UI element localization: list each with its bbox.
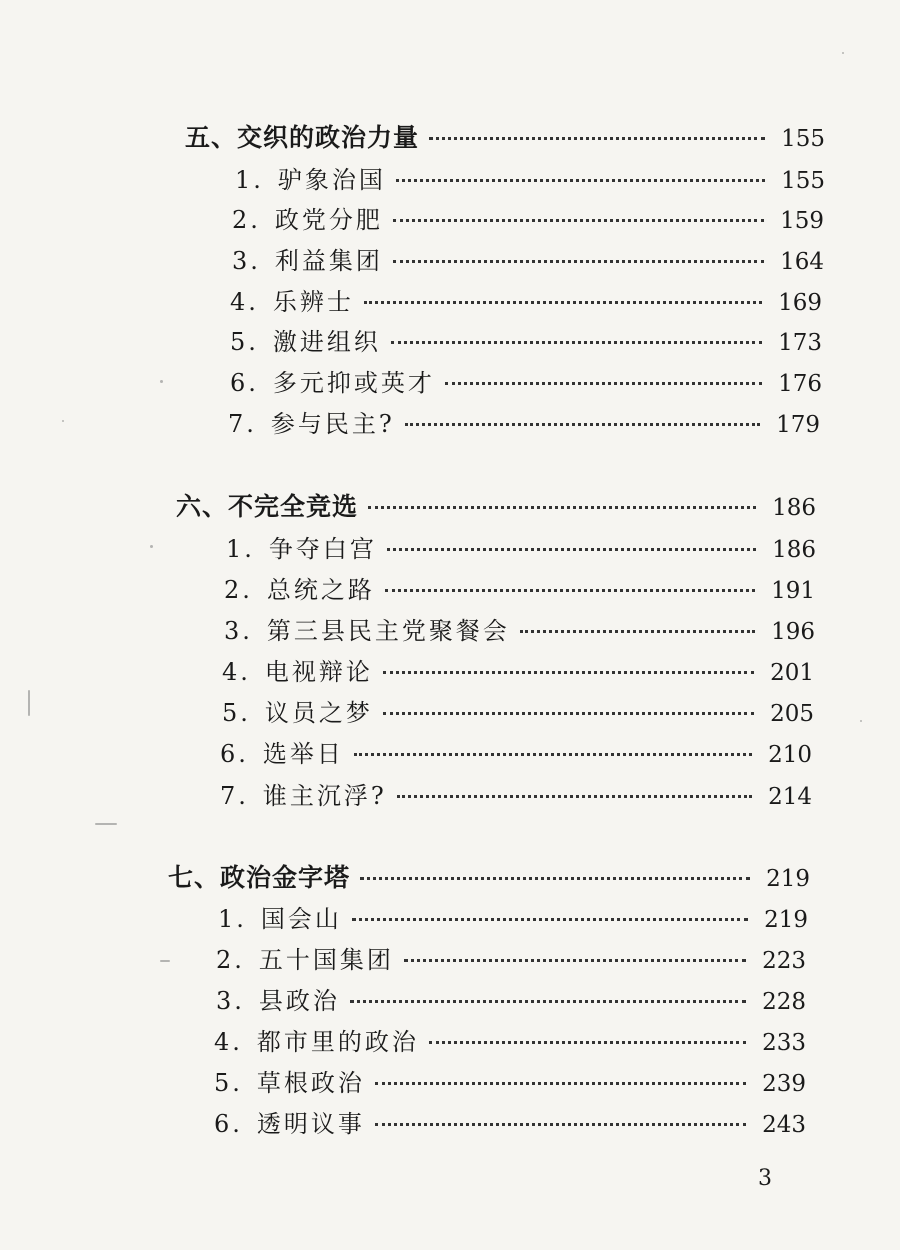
page-number: 155 [781, 126, 825, 152]
page-number: 233 [762, 1030, 806, 1056]
chapter-title: 五、交织的政治力量 [185, 123, 420, 152]
page-footer-number: 3 [758, 1166, 772, 1191]
scan-speck [860, 720, 862, 722]
item-number: 5. [214, 1069, 243, 1097]
item-number: 6. [214, 1110, 243, 1138]
item-number: 4. [214, 1028, 243, 1056]
page-number: 173 [778, 330, 822, 356]
page-number: 201 [770, 660, 814, 686]
item-title: 国会山 [260, 905, 342, 933]
item-number: 7. [228, 410, 257, 438]
dot-leader [396, 179, 765, 182]
page-number: 210 [768, 742, 812, 768]
item-number: 5. [230, 328, 259, 356]
dot-leader [391, 341, 762, 344]
item-title: 多元抑或英才 [272, 369, 435, 397]
item-number: 6. [220, 740, 249, 768]
toc-item [214, 1022, 806, 1056]
page-number: 243 [762, 1112, 806, 1138]
toc-item [226, 529, 816, 563]
page-number: 155 [781, 168, 825, 194]
toc-item [220, 734, 812, 768]
dot-leader [405, 423, 760, 426]
item-number: 1. [218, 905, 247, 933]
page-number: 223 [762, 948, 806, 974]
toc-item [224, 611, 815, 645]
scan-speck [160, 960, 170, 962]
page-number: 159 [780, 208, 824, 234]
page-number: 164 [780, 249, 824, 275]
dot-leader [393, 260, 764, 263]
item-title: 总统之路 [266, 576, 375, 604]
toc-item [235, 160, 825, 194]
page-number: 219 [764, 907, 808, 933]
scan-speck [95, 823, 117, 825]
toc-item [230, 363, 822, 397]
item-title: 选举日 [262, 740, 344, 768]
dot-leader [397, 795, 752, 798]
page-number: 186 [772, 495, 816, 521]
toc-item [228, 404, 820, 438]
item-title: 参与民主? [270, 410, 395, 438]
toc-item [220, 776, 812, 810]
item-number: 3. [232, 247, 261, 275]
scan-speck [160, 380, 163, 383]
item-title: 争夺白宫 [268, 535, 377, 563]
item-number: 5. [222, 699, 251, 727]
item-number: 2. [216, 946, 245, 974]
toc-chapter [168, 858, 810, 892]
dot-leader [375, 1082, 746, 1085]
page-number: 214 [768, 784, 812, 810]
page-number: 239 [762, 1071, 806, 1097]
dot-leader [364, 301, 762, 304]
dot-leader [352, 918, 748, 921]
scan-speck [62, 420, 64, 422]
item-number: 7. [220, 782, 249, 810]
toc-chapter [185, 118, 825, 152]
item-title: 驴象治国 [277, 166, 386, 194]
dot-leader [520, 630, 755, 633]
dot-leader [393, 219, 764, 222]
dot-leader [383, 671, 754, 674]
item-number: 3. [216, 987, 245, 1015]
item-title: 都市里的政治 [256, 1028, 419, 1056]
toc-item [222, 693, 814, 727]
dot-leader [429, 1041, 746, 1044]
page-number: 191 [771, 578, 815, 604]
dot-leader [429, 137, 765, 140]
toc-chapter [176, 487, 816, 521]
item-number: 6. [230, 369, 259, 397]
item-title: 谁主沉浮? [262, 782, 387, 810]
dot-leader [404, 959, 746, 962]
toc-item [222, 652, 814, 686]
item-number: 2. [232, 206, 261, 234]
item-title: 电视辩论 [264, 658, 373, 686]
item-number: 4. [230, 288, 259, 316]
dot-leader [445, 382, 762, 385]
dot-leader [368, 506, 756, 509]
page-number: 169 [778, 290, 822, 316]
item-title: 第三县民主党聚餐会 [266, 617, 510, 645]
toc-item [224, 570, 815, 604]
page-number: 228 [762, 989, 806, 1015]
item-title: 县政治 [258, 987, 340, 1015]
item-number: 1. [226, 535, 255, 563]
chapter-title: 七、政治金字塔 [168, 863, 351, 892]
page-number: 196 [771, 619, 815, 645]
toc-item [230, 322, 822, 356]
item-number: 2. [224, 576, 253, 604]
dot-leader [354, 753, 752, 756]
dot-leader [375, 1123, 746, 1126]
toc-item [214, 1063, 806, 1097]
dot-leader [383, 712, 754, 715]
page-number: 179 [776, 412, 820, 438]
toc-item [218, 899, 808, 933]
item-number: 1. [235, 166, 264, 194]
item-title: 利益集团 [274, 247, 383, 275]
dot-leader [350, 1000, 746, 1003]
dot-leader [387, 548, 756, 551]
dot-leader [385, 589, 755, 592]
toc-item [232, 241, 824, 275]
scan-speck [842, 52, 844, 54]
page-number: 176 [778, 371, 822, 397]
item-title: 激进组织 [272, 328, 381, 356]
toc-item [232, 200, 824, 234]
item-title: 草根政治 [256, 1069, 365, 1097]
page-number: 205 [770, 701, 814, 727]
item-title: 五十国集团 [258, 946, 394, 974]
page-number: 219 [766, 866, 810, 892]
toc-item [230, 282, 822, 316]
toc-item [216, 981, 806, 1015]
item-title: 政党分肥 [274, 206, 383, 234]
item-title: 议员之梦 [264, 699, 373, 727]
scan-speck [150, 545, 153, 548]
item-number: 4. [222, 658, 251, 686]
dot-leader [360, 877, 750, 880]
item-title: 乐辨士 [272, 288, 354, 316]
item-title: 透明议事 [256, 1110, 365, 1138]
item-number: 3. [224, 617, 253, 645]
scan-speck [28, 690, 30, 716]
toc-item [216, 940, 806, 974]
toc-item [214, 1104, 806, 1138]
chapter-title: 六、不完全竞选 [176, 492, 359, 521]
page-number: 186 [772, 537, 816, 563]
